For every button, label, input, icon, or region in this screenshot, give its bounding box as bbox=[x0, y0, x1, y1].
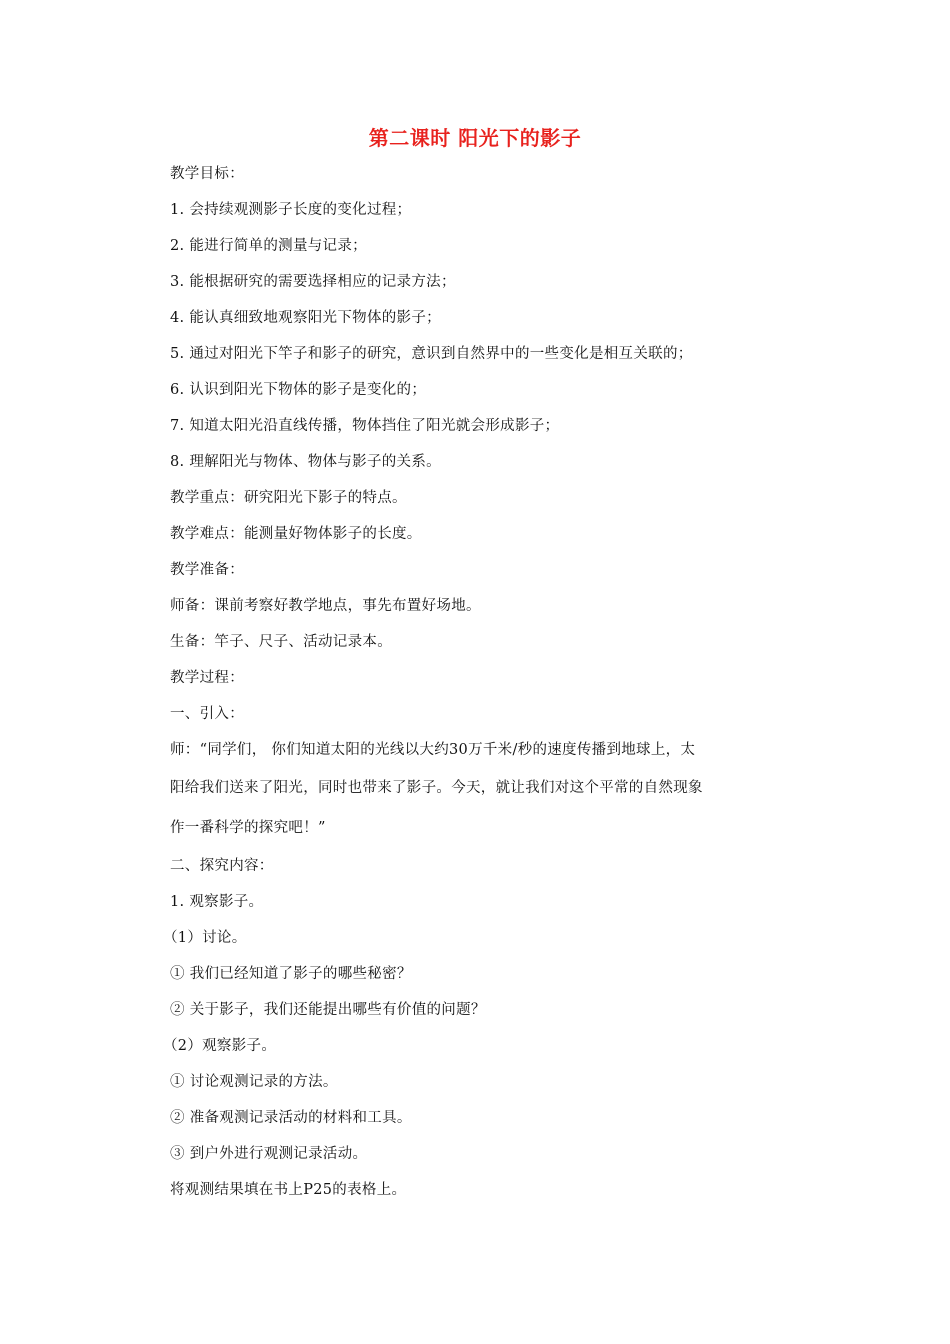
intro-paragraph-line: 阳给我们送来了阳光，同时也带来了影子。今天，就让我们对这个平常的自然现象 bbox=[170, 780, 703, 796]
page-title: 第二课时 阳光下的影子 bbox=[368, 126, 582, 150]
inquiry-item: 1. 观察影子。 bbox=[170, 894, 264, 910]
objective-item: 7. 知道太阳光沿直线传播，物体挡住了阳光就会形成影子； bbox=[170, 418, 560, 434]
section-heading-objectives: 教学目标： bbox=[170, 166, 244, 182]
record-instruction: 将观测结果填在书上P25的表格上。 bbox=[170, 1182, 407, 1198]
difficult-point: 教学难点：能测量好物体影子的长度。 bbox=[170, 526, 422, 542]
objective-item: 4. 能认真细致地观察阳光下物体的影子； bbox=[170, 310, 441, 326]
section-heading-process: 教学过程： bbox=[170, 670, 244, 686]
objective-item: 8. 理解阳光与物体、物体与影子的关系。 bbox=[170, 454, 441, 470]
intro-paragraph-line: 师：“同学们， 你们知道太阳的光线以大约30万千米/秒的速度传播到地球上，太 bbox=[170, 742, 696, 758]
inquiry-subitem: （1）讨论。 bbox=[163, 930, 247, 946]
objective-item: 1. 会持续观测影子长度的变化过程； bbox=[170, 202, 412, 218]
observation-step: ② 准备观测记录活动的材料和工具。 bbox=[170, 1110, 412, 1126]
intro-paragraph-line: 作一番科学的探究吧！” bbox=[170, 820, 326, 836]
inquiry-question: ① 我们已经知道了影子的哪些秘密？ bbox=[170, 966, 412, 982]
objective-item: 5. 通过对阳光下竿子和影子的研究，意识到自然界中的一些变化是相互关联的； bbox=[170, 346, 693, 362]
key-point: 教学重点：研究阳光下影子的特点。 bbox=[170, 490, 407, 506]
observation-step: ① 讨论观测记录的方法。 bbox=[170, 1074, 338, 1090]
objective-item: 2. 能进行简单的测量与记录； bbox=[170, 238, 367, 254]
subsection-heading-intro: 一、引入： bbox=[170, 706, 244, 722]
student-preparation: 生备：竿子、尺子、活动记录本。 bbox=[170, 634, 392, 650]
observation-step: ③ 到户外进行观测记录活动。 bbox=[170, 1146, 368, 1162]
inquiry-question: ② 关于影子，我们还能提出哪些有价值的问题？ bbox=[170, 1002, 486, 1018]
teacher-preparation: 师备：课前考察好教学地点，事先布置好场地。 bbox=[170, 598, 481, 614]
objective-item: 6. 认识到阳光下物体的影子是变化的； bbox=[170, 382, 427, 398]
objective-item: 3. 能根据研究的需要选择相应的记录方法； bbox=[170, 274, 456, 290]
section-heading-preparation: 教学准备： bbox=[170, 562, 244, 578]
inquiry-subitem: （2）观察影子。 bbox=[163, 1038, 277, 1054]
subsection-heading-inquiry: 二、探究内容： bbox=[170, 858, 274, 874]
